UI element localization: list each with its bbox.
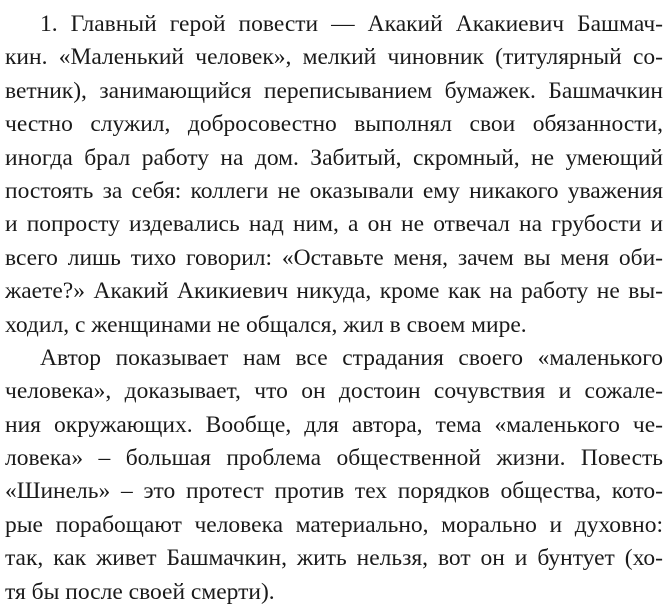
text-line: ловека» – большая проблема общественной жизни. Повесть <box>5 445 663 472</box>
text-line: Автор показывает нам все страдания своего «маленького <box>40 344 663 371</box>
text-line: рые порабощают человека материально, морально и духовно: <box>5 511 663 538</box>
text-line: и попросту издевались над ним, а он не отвечал на грубости и <box>5 211 663 238</box>
text-line: ходил, с женщинами не общался, жил в своем мире. <box>5 311 527 338</box>
text-line: 1. Главный герой повести — Акакий Акакиевич Башмач- <box>40 11 663 37</box>
text-line: жаете?» Акакий Акикиевич никуда, кроме как на работу не вы- <box>5 278 663 305</box>
text-line: постоять за себя: коллеги не оказывали ему никакого уважения <box>5 177 663 204</box>
text-line: ния окружающих. Вообще, для автора, тема «маленького че- <box>5 411 663 438</box>
text-line: тя бы после своей смерти). <box>5 578 275 605</box>
paragraph-1 <box>5 8 663 342</box>
text-line: всего лишь тихо говорил: «Оставьте меня, зачем вы меня оби- <box>5 244 663 271</box>
text-line: так, как живет Башмачкин, жить нельзя, вот он и бунтует (хо- <box>5 545 663 572</box>
text-line: иногда брал работу на дом. Забитый, скромный, не умеющий <box>5 144 663 171</box>
text-line: «Шинель» – это протест против тех порядков общества, кото- <box>5 478 663 505</box>
paragraph-2 <box>5 342 663 609</box>
text-line: ветник), занимающийся переписыванием бумажек. Башмачкин <box>5 77 663 104</box>
text-line: честно служил, добросовестно выполнял свои обязанности, <box>5 111 663 138</box>
text-line: человека», доказывает, что он достоин сочувствия и сожале- <box>5 378 663 405</box>
text-line: кин. «Маленький человек», мелкий чиновник (титулярный со- <box>5 44 663 71</box>
